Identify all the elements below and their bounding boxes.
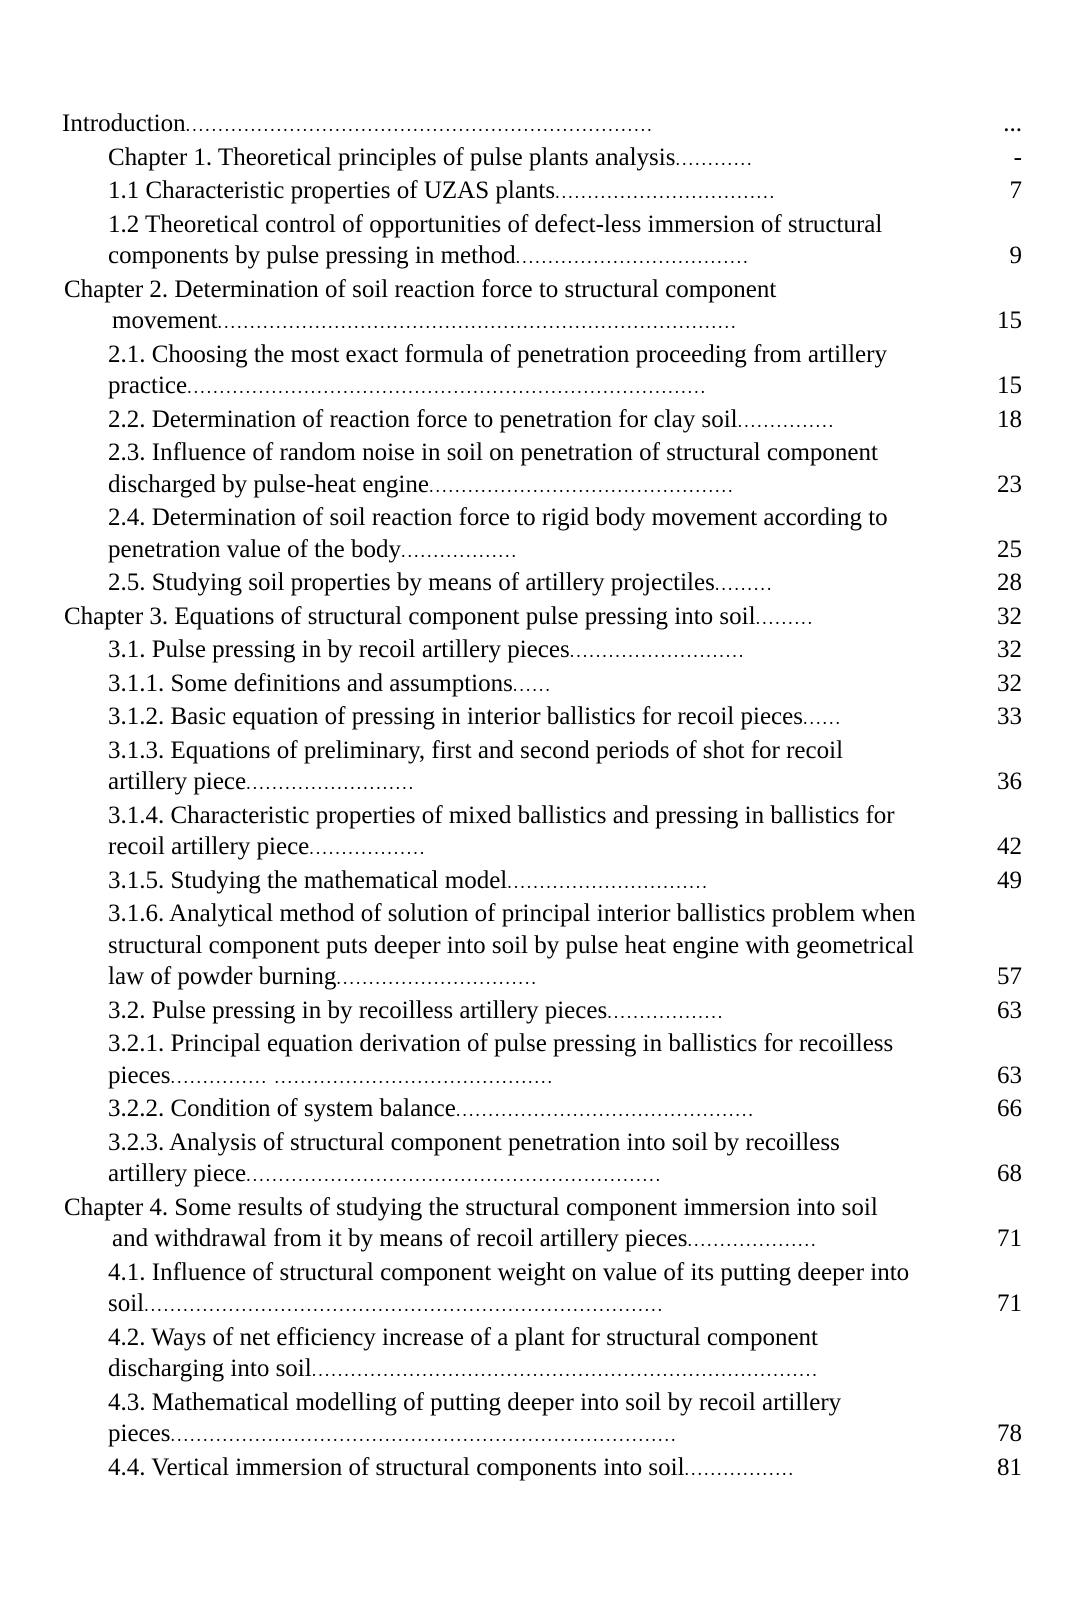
toc-entry-title-continued: components by pulse pressing in method bbox=[108, 242, 516, 269]
toc-page-number: ... bbox=[1003, 110, 1022, 137]
toc-entry-title-continued: pieces bbox=[108, 1061, 171, 1089]
toc-entry-title-continued: artillery piece bbox=[108, 768, 247, 795]
toc-entry bbox=[62, 502, 1022, 567]
toc-entry-title: 3.1.2. Basic equation of pressing in interior ballistics for recoil pieces bbox=[108, 703, 803, 730]
toc-entry bbox=[62, 1093, 1022, 1127]
toc-page-number: 36 bbox=[997, 768, 1022, 795]
toc-entry-title: 2.4. Determination of soil reaction force to rigid body movement according to bbox=[108, 504, 888, 531]
table-of-contents bbox=[62, 108, 1022, 1485]
toc-entry-title-continued: and withdrawal from it by means of recoil artillery pieces bbox=[112, 1225, 688, 1252]
toc-entry-title: 4.4. Vertical immersion of structural components into soil bbox=[108, 1453, 685, 1481]
toc-page-number: 42 bbox=[997, 833, 1022, 860]
toc-entry-title-continued: soil bbox=[108, 1290, 145, 1317]
toc-page-number: 28 bbox=[997, 569, 1022, 596]
toc-entry-title: 3.1.5. Studying the mathematical model bbox=[108, 866, 508, 894]
toc-entry bbox=[62, 437, 1022, 502]
toc-entry bbox=[62, 601, 1022, 635]
toc-entry bbox=[62, 567, 1022, 601]
toc-entry bbox=[62, 1452, 1022, 1486]
toc-page-number: 18 bbox=[997, 405, 1022, 433]
toc-entry-title: 2.1. Choosing the most exact formula of penetration proceeding from artillery bbox=[108, 340, 887, 368]
dot-leader: ........................................................................ bbox=[185, 115, 654, 135]
toc-entry bbox=[62, 634, 1022, 668]
toc-entry-title: 3.1. Pulse pressing in by recoil artillery pieces bbox=[108, 636, 570, 663]
dot-leader: ............... bbox=[737, 410, 836, 431]
dot-leader: .......................... bbox=[246, 773, 416, 793]
toc-entry-title-continued: law of powder burning bbox=[108, 963, 337, 990]
toc-entry-title: 3.2.3. Analysis of structural component penetration into soil by recoilless bbox=[108, 1128, 840, 1156]
dot-leader: ........................... bbox=[569, 641, 746, 661]
toc-page-number: 71 bbox=[997, 1290, 1022, 1317]
toc-page-number: 7 bbox=[1009, 177, 1022, 204]
toc-entry bbox=[62, 701, 1022, 735]
dot-leader: ................................................................................ bbox=[187, 377, 708, 397]
dot-leader: .............................................................................. bbox=[311, 1360, 819, 1380]
toc-entry bbox=[62, 108, 1022, 142]
dot-leader: ................................................................ bbox=[246, 1165, 663, 1185]
toc-page-number: 9 bbox=[1009, 242, 1022, 269]
toc-entry-title: 2.3. Influence of random noise in soil on penetration of structural component bbox=[108, 439, 878, 466]
dot-leader: ...... bbox=[512, 674, 552, 695]
toc-page-number: 32 bbox=[997, 669, 1022, 697]
toc-entry-title: Chapter 3. Equations of structural component pulse pressing into soil bbox=[64, 602, 756, 630]
toc-entry bbox=[62, 668, 1022, 702]
toc-entry-title: 3.1.6. Analytical method of solution of principal interior ballistics problem when bbox=[108, 900, 916, 927]
dot-leader: ............ bbox=[675, 148, 754, 169]
toc-entry-title: 3.1.4. Characteristic properties of mixed ballistics and pressing in ballistics for bbox=[108, 801, 895, 829]
toc-entry-title-continued: recoil artillery piece bbox=[108, 833, 310, 860]
toc-entry bbox=[62, 1322, 1022, 1387]
dot-leader: ................................................................................ bbox=[144, 1295, 665, 1315]
toc-entry bbox=[62, 865, 1022, 899]
toc-page-number: 49 bbox=[997, 866, 1022, 894]
dot-leader: ............................................... bbox=[428, 475, 735, 496]
toc-entry bbox=[62, 898, 1022, 995]
toc-page-number: 68 bbox=[997, 1160, 1022, 1187]
dot-leader: ............... ........................................... bbox=[170, 1066, 554, 1087]
toc-page-number: 15 bbox=[997, 307, 1022, 334]
toc-entry bbox=[62, 209, 1022, 274]
toc-entry bbox=[62, 339, 1022, 404]
toc-entry-title: 2.2. Determination of reaction force to penetration for clay soil bbox=[108, 405, 738, 433]
toc-page-number: 81 bbox=[997, 1453, 1022, 1481]
toc-entry-title-continued: practice bbox=[108, 372, 188, 399]
toc-entry-title: 3.2. Pulse pressing in by recoilless artillery pieces bbox=[108, 996, 608, 1024]
dot-leader: .............................................................................. bbox=[170, 1425, 678, 1445]
toc-entry-title-continued: discharging into soil bbox=[108, 1355, 312, 1382]
toc-entry-title-continued: artillery piece bbox=[108, 1160, 247, 1187]
toc-entry-title: 4.2. Ways of net efficiency increase of a plant for structural component bbox=[108, 1323, 818, 1351]
toc-page-number: 33 bbox=[997, 703, 1022, 730]
toc-page-number: 57 bbox=[997, 963, 1022, 990]
toc-entry-title-continued: movement bbox=[112, 307, 218, 334]
toc-entry bbox=[62, 1127, 1022, 1192]
dot-leader: .................. bbox=[607, 1001, 725, 1022]
toc-entry bbox=[62, 404, 1022, 438]
dot-leader: ......... bbox=[755, 607, 815, 628]
toc-entry-title: Chapter 1. Theoretical principles of pulse plants analysis bbox=[108, 143, 676, 171]
dot-leader: .................................. bbox=[555, 182, 777, 202]
dot-leader: ...... bbox=[802, 708, 842, 728]
toc-page-number: 15 bbox=[997, 372, 1022, 399]
dot-leader: ............................... bbox=[507, 871, 709, 892]
toc-page-number: 63 bbox=[997, 1061, 1022, 1089]
toc-entry-title: 4.1. Influence of structural component weight on value of its putting deeper into bbox=[108, 1258, 910, 1286]
toc-entry-title: 3.1.3. Equations of preliminary, first and second periods of shot for recoil bbox=[108, 736, 844, 764]
toc-entry bbox=[62, 142, 1022, 176]
toc-entry bbox=[62, 1257, 1022, 1322]
toc-entry-title: Chapter 2. Determination of soil reaction force to structural component bbox=[64, 275, 777, 303]
toc-entry-title-continued: structural component puts deeper into soil by pulse heat engine with geometrical bbox=[108, 931, 915, 959]
toc-entry bbox=[62, 800, 1022, 865]
dot-leader: .................. bbox=[309, 838, 427, 858]
toc-entry bbox=[62, 175, 1022, 209]
dot-leader: .............................................. bbox=[455, 1100, 755, 1120]
dot-leader: .................................... bbox=[515, 247, 750, 267]
dot-leader: .................... bbox=[687, 1230, 818, 1250]
toc-entry bbox=[62, 1387, 1022, 1452]
toc-entry-title-continued: pieces bbox=[108, 1420, 171, 1447]
toc-entry bbox=[62, 735, 1022, 800]
toc-entry-title-continued: penetration value of the body bbox=[108, 535, 401, 563]
toc-page-number: 63 bbox=[997, 996, 1022, 1024]
toc-entry bbox=[62, 995, 1022, 1029]
toc-page-number: 71 bbox=[997, 1225, 1022, 1252]
toc-entry-title: Chapter 4. Some results of studying the structural component immersion into soil bbox=[64, 1193, 878, 1221]
toc-entry-title: Introduction bbox=[62, 110, 186, 137]
toc-entry-title: 1.1 Characteristic properties of UZAS plants bbox=[108, 177, 556, 204]
toc-page-number: - bbox=[1013, 143, 1022, 171]
toc-entry-title: 3.1.1. Some definitions and assumptions bbox=[108, 669, 513, 697]
toc-page-number: 32 bbox=[997, 636, 1022, 663]
toc-entry-title: 4.3. Mathematical modelling of putting deeper into soil by recoil artillery bbox=[108, 1388, 842, 1416]
toc-page-number: 78 bbox=[997, 1420, 1022, 1447]
dot-leader: ............................... bbox=[336, 968, 538, 988]
toc-page-number: 23 bbox=[997, 470, 1022, 498]
dot-leader: .................. bbox=[400, 540, 518, 561]
toc-entry bbox=[62, 1028, 1022, 1093]
toc-entry-title: 3.2.1. Principal equation derivation of pulse pressing in ballistics for recoilless bbox=[108, 1030, 894, 1057]
toc-page-number: 66 bbox=[997, 1095, 1022, 1122]
dot-leader: ................. bbox=[684, 1458, 796, 1479]
toc-entry-title: 3.2.2. Condition of system balance bbox=[108, 1095, 456, 1122]
toc-entry-title-continued: discharged by pulse-heat engine bbox=[108, 470, 429, 498]
toc-page-number: 32 bbox=[997, 602, 1022, 630]
toc-page-number: 25 bbox=[997, 535, 1022, 563]
toc-entry bbox=[62, 1192, 1022, 1257]
toc-entry-title: 2.5. Studying soil properties by means of artillery projectiles bbox=[108, 569, 715, 596]
dot-leader: ................................................................................ bbox=[217, 312, 738, 332]
toc-entry bbox=[62, 274, 1022, 339]
dot-leader: ......... bbox=[714, 574, 774, 594]
toc-entry-title: 1.2 Theoretical control of opportunities of defect-less immersion of structural bbox=[108, 210, 883, 238]
